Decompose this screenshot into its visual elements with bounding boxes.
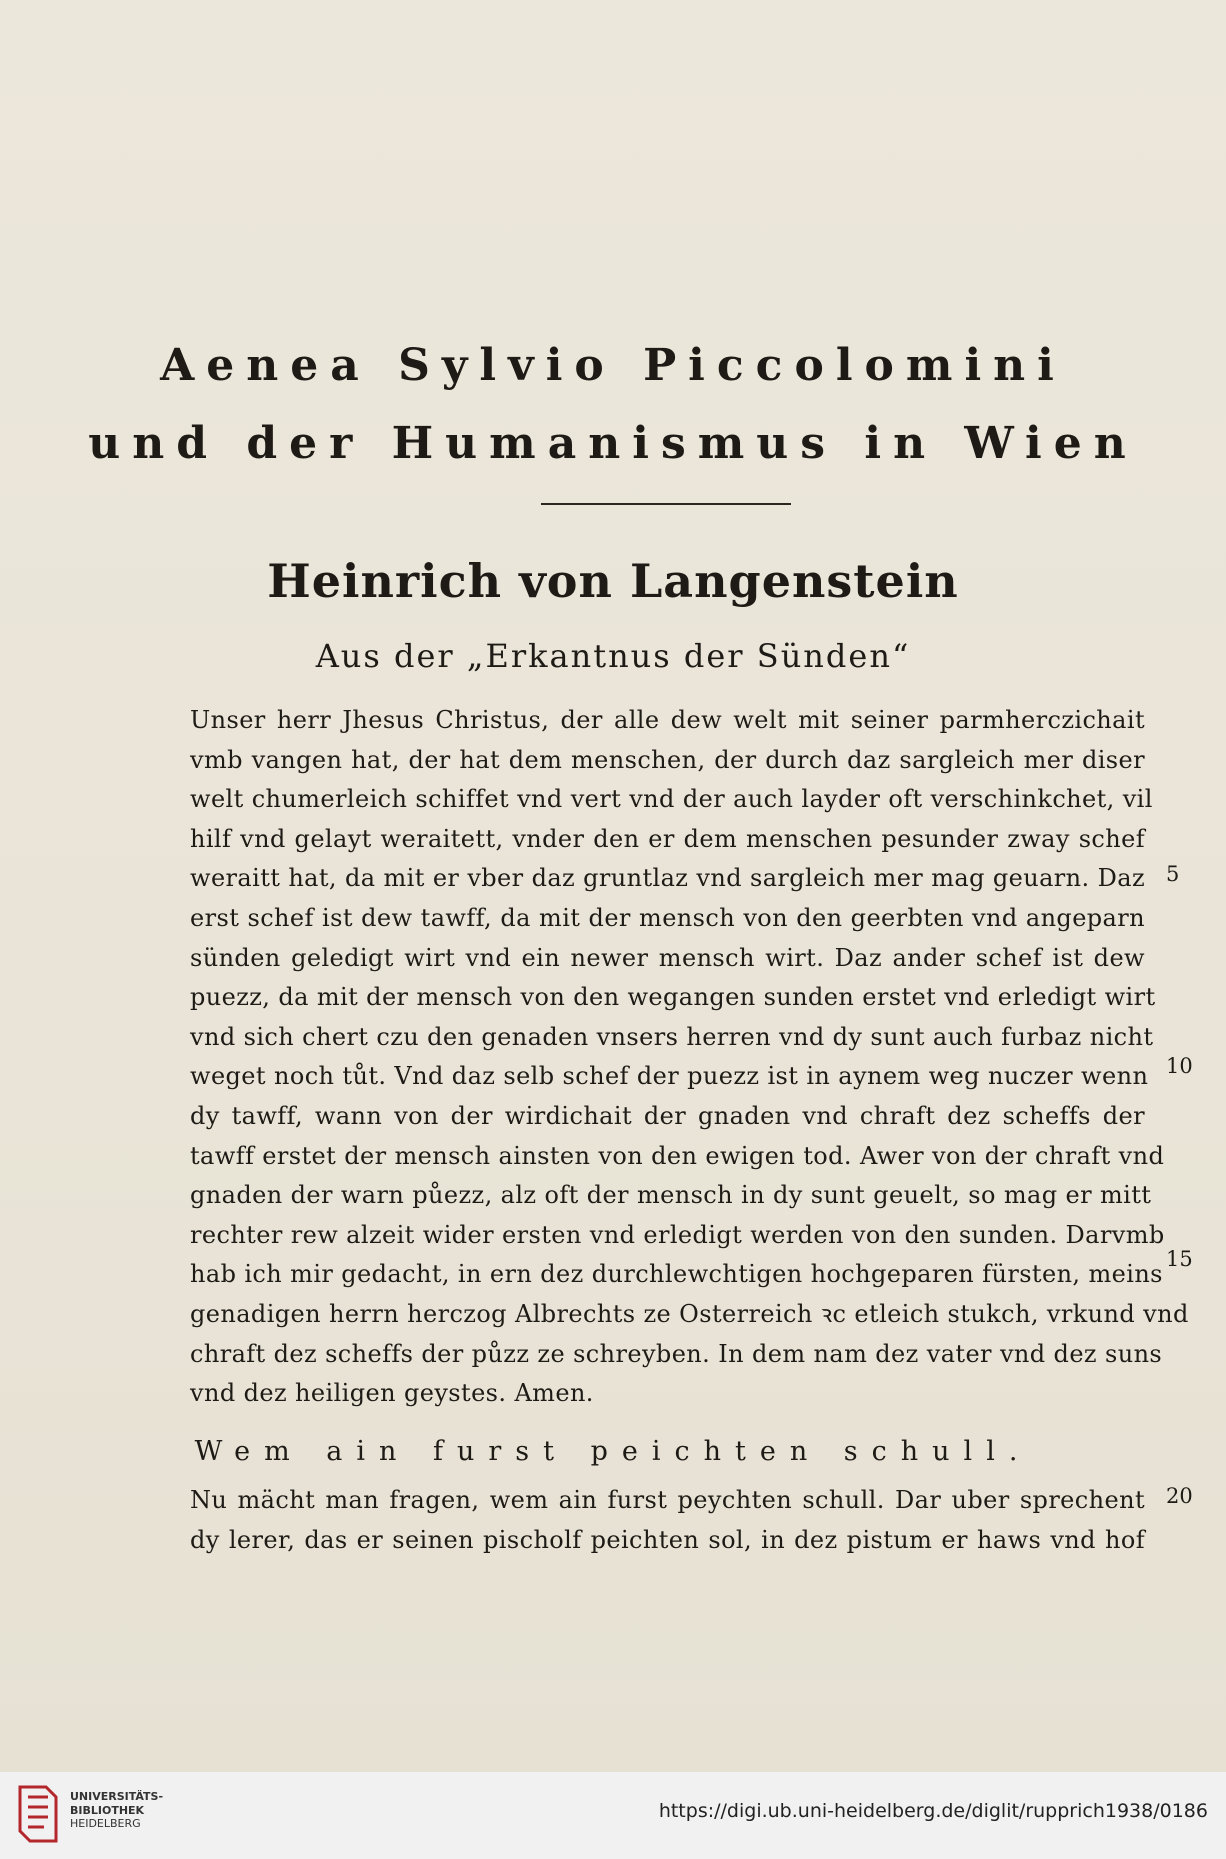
- text-line: dy lerer, das er seinen pischolf peichten sol, in dez pistum er haws vnd hof: [190, 1525, 1145, 1554]
- text-line: sünden geledigt wirt vnd ein newer mensch wirt. Daz ander schef ist dew: [190, 943, 1145, 972]
- viewer-footer: [0, 1772, 1226, 1859]
- line-number: 15: [1166, 1247, 1193, 1271]
- text-line: puezz, da mit der mensch von den wegangen sunden erstet vnd erledigt wirt: [190, 983, 1156, 1012]
- text-line: weraitt hat, da mit er vber daz gruntlaz vnd sargleich mer mag geuarn. Daz: [190, 864, 1145, 893]
- text-line: hilf vnd gelayt weraitett, vnder den er dem menschen pesunder zway schef: [190, 824, 1145, 853]
- text-line: welt chumerleich schiffet vnd vert vnd der auch layder oft verschinkchet, vil: [190, 785, 1153, 814]
- line-number: 10: [1166, 1054, 1193, 1078]
- text-block-2: [190, 1481, 1145, 1560]
- text-line: dy tawff, wann von der wirdichait der gnaden vnd chraft dez scheffs der: [190, 1101, 1145, 1130]
- library-name: UNIVERSITÄTS- BIBLIOTHEK HEIDELBERG: [70, 1790, 164, 1830]
- library-logo-icon: [14, 1783, 62, 1845]
- text-line: Nu mächt man fragen, wem ain furst peychten schull. Dar uber sprechent: [190, 1486, 1145, 1514]
- text-line: genadigen herrn herczog Albrechts ze Osterreich ꝛc etleich stukch, vrkund vnd: [190, 1299, 1189, 1328]
- subsection-heading: Wem ain furst peichten schull.: [194, 1436, 1032, 1467]
- section-heading: Heinrich von Langenstein: [267, 554, 959, 608]
- text-line: vmb vangen hat, der hat dem menschen, der durch daz sargleich mer diser: [190, 745, 1145, 774]
- title-line-2: und der Humanismus in Wien: [88, 418, 1138, 469]
- section-subheading: Aus der „Erkantnus der Sünden“: [315, 637, 911, 675]
- text-line: vnd sich chert czu den genaden vnsers herren vnd dy sunt auch furbaz nicht: [190, 1022, 1154, 1051]
- text-line: erst schef ist dew tawff, da mit der mensch von den geerbten vnd angeparn: [190, 903, 1145, 932]
- permalink-url[interactable]: https://digi.ub.uni-heidelberg.de/diglit/rupprich1938/0186: [658, 1800, 1208, 1822]
- title-line-1: Aenea Sylvio Piccolomini: [160, 340, 1066, 391]
- text-line: weget noch tůt. Vnd daz selb schef der puezz ist in aynem weg nuczer wenn: [190, 1062, 1149, 1091]
- line-number: 5: [1166, 862, 1180, 886]
- text-line: tawff erstet der mensch ainsten von den ewigen tod. Awer von der chraft vnd: [190, 1141, 1165, 1170]
- line-number: 20: [1166, 1484, 1193, 1508]
- text-line: Unser herr Jhesus Christus, der alle dew welt mit seiner parmherczichait: [190, 706, 1145, 734]
- title-divider: [541, 503, 791, 505]
- text-line: chraft dez scheffs der půzz ze schreyben. In dem nam dez vater vnd dez suns: [190, 1339, 1163, 1368]
- text-line: gnaden der warn půezz, alz oft der mensch in dy sunt geuelt, so mag er mitt: [190, 1181, 1152, 1210]
- text-line: hab ich mir gedacht, in ern dez durchlewchtigen hochgeparen fürsten, meins: [190, 1260, 1163, 1289]
- text-line: vnd dez heiligen geystes. Amen.: [190, 1379, 594, 1408]
- text-line: rechter rew alzeit wider ersten vnd erledigt werden von den sunden. Darvmb: [190, 1220, 1165, 1249]
